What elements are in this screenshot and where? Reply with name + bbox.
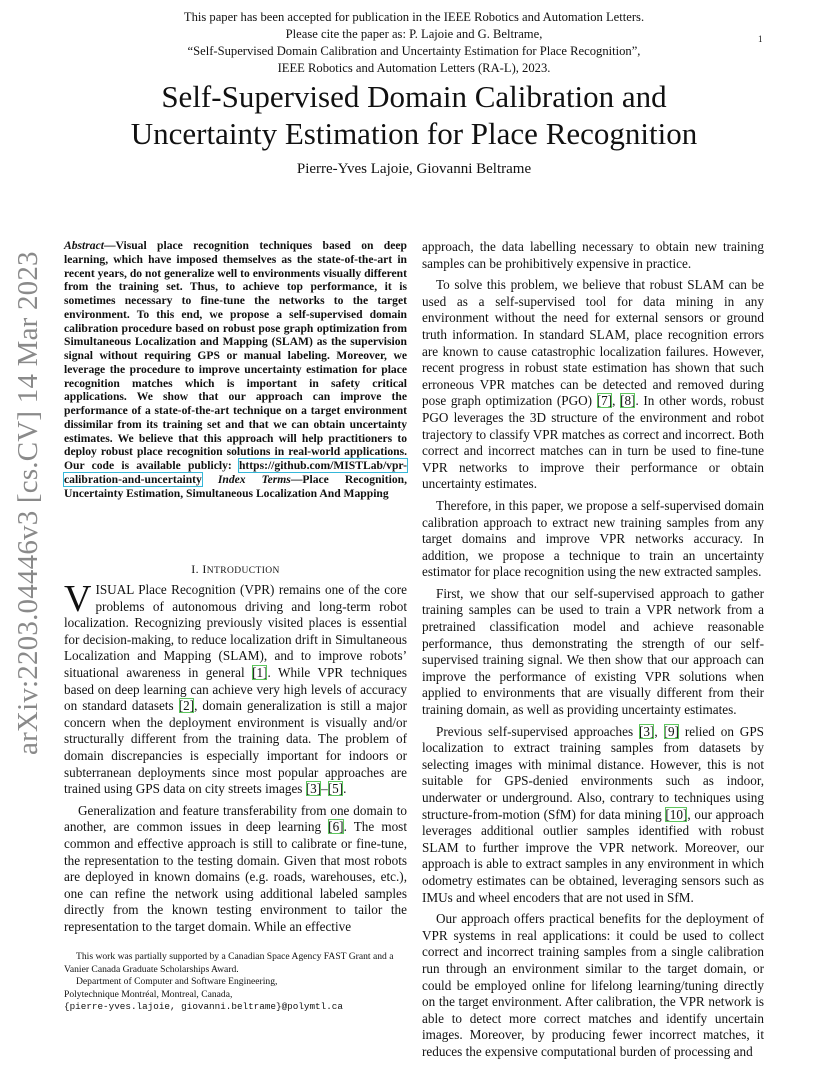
notice-line-2: Please cite the paper as: P. Lajoie and G. Beltrame, — [285, 27, 543, 41]
intro-p1-text: , domain generalization is still a major concern when the deployment environment is visually and/or structurally different from the training data. The problem of domain discrepancies is especially important for indoors or subterranean deployments since most popular approaches are trained using GPS data on city streets images — [64, 698, 407, 797]
publication-notice — [0, 9, 828, 77]
paper-title — [0, 78, 828, 152]
title-line-2: Uncertainty Estimation for Place Recognition — [130, 116, 698, 151]
affiliation-institution: Polytechnique Montréal, Montreal, Canada, — [64, 988, 233, 1000]
right-p1-text: . In other words, robust PGO leverages the 3D structure of the environment and robot trajectory to classify VPR matches as correct and incorrect. Both correct and incorrect matches can in turn be used to fine-tune VPR networks to improve their performance or obtain uncertainty estimates. — [422, 393, 764, 492]
footnote — [64, 951, 407, 1014]
citation[interactable]: [8] — [620, 393, 636, 409]
citation[interactable]: [9] — [663, 723, 679, 739]
right-paragraph-4 — [422, 724, 764, 907]
right-paragraph-3: First, we show that our self-supervised approach to gather training samples can be used to train a VPR network from a pretrained classification model and achieve reasonable performance, thus demonstrating the strength of our self-supervised training signal. We then show that our approach can improve the performance of existing VPR solutions when applied to environments that are visually different from their training domain, as well as providing uncertainty estimates. — [422, 585, 764, 718]
author-emails[interactable]: {pierre-yves.lajoie, giovanni.beltrame}@polymtl.ca — [64, 1001, 343, 1013]
right-p4-text: , — [654, 723, 664, 739]
intro-p1-text: . — [343, 781, 347, 797]
intro-p2-text: . The most common and effective approach is still to calibrate or fine-tune, the representation to the testing domain. Given that most robots are deployed in known domains (e.g. roads, warehouses, etc.), one can refine the network using additional labeled samples directly from the known testing environment to tailor the representation to the target domain. While an effective — [64, 819, 407, 934]
right-p4-text: Previous self-supervised approaches — [436, 723, 639, 739]
author-list: Pierre-Yves Lajoie, Giovanni Beltrame — [296, 161, 532, 177]
section-title-initial: I — [202, 562, 207, 576]
arxiv-stamp: arXiv:2203.04446v3 [cs.CV] 14 Mar 2023 — [12, 251, 44, 755]
page-number: 1 — [758, 34, 763, 44]
right-paragraph-2: Therefore, in this paper, we propose a self-supervised domain calibration approach to extract new training samples from any target domains and improve VPR networks accuracy. In addition, we propose a technique to train an uncertainty estimator for place recognition using the new extracted samples. — [422, 497, 764, 580]
citation[interactable]: [2] — [178, 698, 195, 714]
intro-p2-text: Generalization and feature transferability from one domain to another, are common issues in deep learning — [64, 802, 407, 835]
intro-paragraph-1 — [64, 578, 408, 798]
intro-p1-text: ISUAL Place Recognition (VPR) remains one of the core problems of autonomous driving and long-term robot localization. Recognizing previously visited places is essential for decision-making, to reduce localization drift in Simultaneous Localization and Mapping (SLAM), and to improve robots’ situational awareness in general — [64, 582, 407, 680]
abstract-text: —Visual place recognition techniques based on deep learning, which have imposed themselves as the state-of-the-art in recent years, do not generalize well to environments visually different from the training set. Thus, to achieve top performance, it is sometimes necessary to fine-tune the networks to the target environment. To this end, we propose a self-supervised domain calibration procedure based on robust pose graph optimization from Simultaneous Localization and Mapping (SLAM) as the supervision signal without requiring GPS or manual labeling. Moreover, we leverage the procedure to improve uncertainty estimation for place recognition matches which is important in safety critical applications. We show that our approach can improve the performance of a state-of-the-art technique on a target environment dissimilar from its training set and that we can obtain uncertainty estimates. We believe that this approach will help practitioners to deploy robust place recognition solutions in real-world applications. Our code is available publicly: — [64, 239, 407, 472]
notice-line-3: “Self-Supervised Domain Calibration and Uncertainty Estimation for Place Recognition”, — [187, 44, 641, 58]
abstract — [64, 239, 407, 500]
title-line-1: Self-Supervised Domain Calibration and — [161, 79, 667, 114]
intro-paragraph-2 — [64, 803, 407, 936]
citation[interactable]: [5] — [327, 781, 344, 797]
right-paragraph-5: Our approach offers practical benefits for the deployment of VPR systems in real applications: it could be used to collect correct and incorrect training samples from a single calibration run through an environment similar to the target domain, or could be employed online for lifelong learning/tuning directly on the target environment. After calibration, the VPR network is able to detect more correct matches and identify uncertain images. Moreover, by producing fewer incorrect matches, it reduces the expensive computational burden of processing and — [422, 911, 764, 1059]
section-heading-introduction — [64, 562, 407, 577]
notice-line-4: IEEE Robotics and Automation Letters (RA-L), 2023. — [277, 61, 551, 75]
drop-cap: V — [64, 578, 92, 620]
right-paragraph-1 — [422, 277, 764, 493]
right-p4-text: , our approach leverages additional outlier samples identified with robust SLAM to further improve the VPR network. Moreover, our approach is able to extract samples in any environment in which odometry estimates can be obtained, leveraging sensors such as IMUs and wheel encoders that are not used in SfM. — [422, 806, 764, 905]
affiliation-department: Department of Computer and Software Engineering, — [76, 976, 278, 988]
section-title-rest: NTRODUCTION — [206, 566, 280, 576]
right-p4-text: relied on GPS localization to extract training samples from datasets by selecting images with minimal distance. However, this is not suitable for GPS-denied environments such as indoor, underwater or underground. Also, contrary to techniques using structure-from-motion (SfM) for data mining — [422, 723, 764, 822]
right-paragraph-0: approach, the data labelling necessary to obtain new training samples can be prohibitively expensive in practice. — [422, 239, 764, 271]
citation[interactable]: [3] — [638, 723, 655, 739]
abstract-label: Abstract — [64, 239, 104, 252]
right-p1-text: To solve this problem, we believe that robust SLAM can be used as a self-supervised tool for data mining in any environment without the need for external sensors or ground truth information. In standard SLAM, place recognition errors are known to cause catastrophic localization failures. However, recent progress in robust state estimation has shown that such erroneous VPR matches can be detected and removed during pose graph optimization (PGO) — [422, 277, 764, 409]
introduction-text — [64, 578, 408, 935]
index-terms: —Place Recognition, Uncertainty Estimation, Simultaneous Localization And Mapping — [64, 472, 407, 500]
code-link[interactable]: https://github.com/MISTLab/vpr-calibration-and-uncertainty — [64, 459, 407, 486]
section-number: I. — [191, 562, 199, 576]
citation[interactable]: [7] — [596, 393, 613, 409]
right-column-text — [422, 239, 764, 1061]
intro-p1-text: – — [321, 781, 328, 797]
notice-line-1: This paper has been accepted for publication in the IEEE Robotics and Automation Letters. — [183, 10, 645, 24]
citation[interactable]: [1] — [252, 664, 268, 680]
citation[interactable]: [3] — [305, 781, 322, 797]
citation[interactable]: [6] — [328, 819, 344, 835]
right-p1-text: , — [612, 393, 621, 409]
index-terms-label: Index Terms — [217, 472, 291, 486]
citation[interactable]: [10] — [665, 806, 688, 822]
intro-p1-text: . While VPR techniques based on deep learning can achieve very high levels of accuracy on standard datasets — [64, 664, 408, 714]
funding-note: This work was partially supported by a Canadian Space Agency FAST Grant and a Vanier Canada Graduate Scholarships Award. — [64, 951, 394, 975]
